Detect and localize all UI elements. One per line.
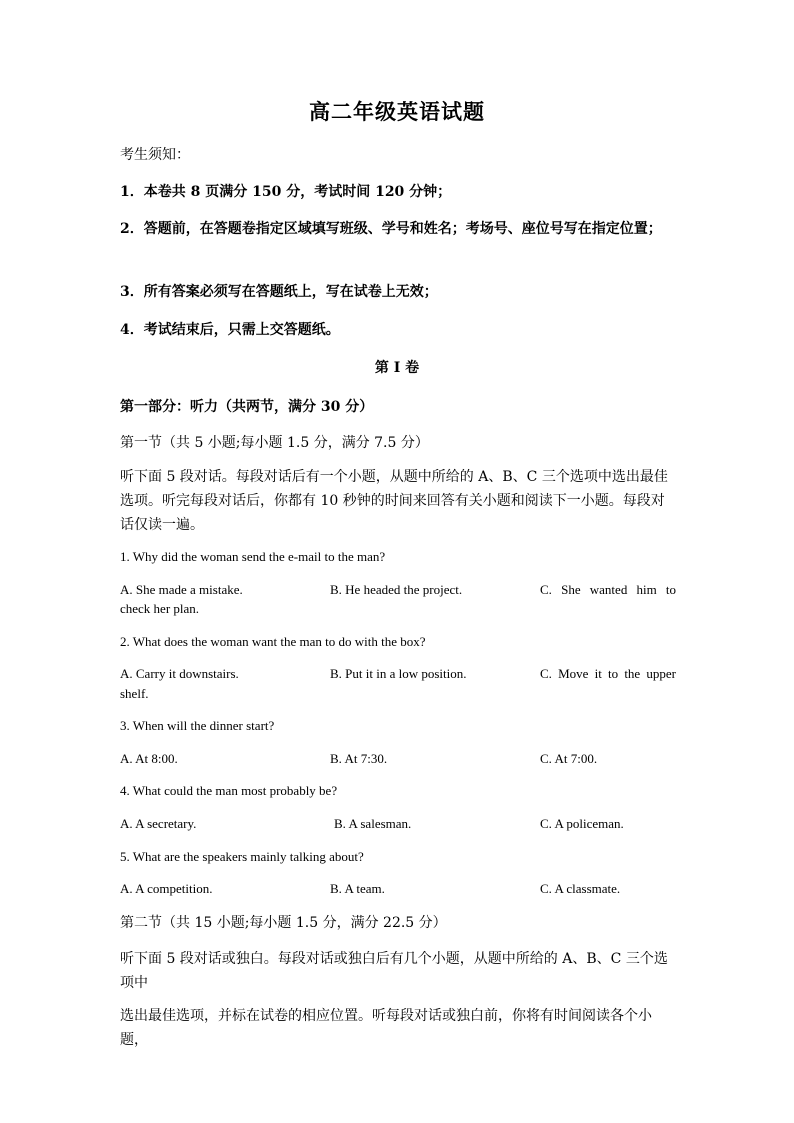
part1-heading: 第一部分：听力（共两节，满分 30 分）	[120, 399, 374, 415]
question-1-option-a: A. She made a mistake.	[120, 582, 243, 597]
question-2-stem: 2. What does the woman want the man to do with the box?	[120, 634, 426, 649]
question-3-stem: 3. When will the dinner start?	[120, 718, 275, 733]
section1-instructions: 听下面 5 段对话。每段对话后有一个小题，从题中所给的 A、B、C 三个选项中选出最佳选项。听完每段对话后，你都有 10 秒钟的时间来回答有关小题和阅读下一小题。每段对话仅读一遍。	[120, 469, 668, 533]
question-2-option-c-continued: shelf.	[120, 686, 149, 701]
section2-heading: 第二节（共 15 小题;每小题 1.5 分，满分 22.5 分）	[120, 915, 447, 931]
notice-item-2: 2．答题前，在答题卷指定区域填写班级、学号和姓名；考场号、座位号写在指定位置；	[120, 221, 662, 237]
question-3-option-c: C. At 7:00.	[540, 751, 598, 766]
question-2-option-a: A. Carry it downstairs.	[120, 666, 239, 681]
section2-instructions: 听下面 5 段对话或独白。每段对话或独白后有几个小题，从题中所给的 A、B、C 三个选项中	[120, 951, 668, 991]
question-1-option-b: B. He headed the project.	[330, 582, 463, 597]
question-4-stem: 4. What could the man most probably be?	[120, 783, 338, 798]
question-4-option-a: A. A secretary.	[120, 816, 197, 831]
question-1-option-c-continued: check her plan.	[120, 601, 200, 616]
question-5-option-b: B. A team.	[330, 881, 385, 896]
question-3-option-a: A. At 8:00.	[120, 751, 178, 766]
question-2-option-c: C. Move it to the upper	[540, 666, 676, 681]
page-title: 高二年级英语试题	[309, 99, 485, 124]
volume-heading: 第 I 卷	[374, 360, 420, 376]
question-3-option-b: B. At 7:30.	[330, 751, 388, 766]
notice-heading: 考生须知：	[120, 147, 190, 163]
section2-instructions-continued: 选出最佳选项，并标在试卷的相应位置。听每段对话或独白前，你将有时间阅读各个小题，	[120, 1008, 652, 1048]
notice-item-4: 4．考试结束后，只需上交答题纸。	[120, 322, 340, 338]
question-1-option-c: C. She wanted him to	[540, 582, 676, 597]
question-1-stem: 1. Why did the woman send the e-mail to the man?	[120, 549, 386, 564]
question-2-option-b: B. Put it in a low position.	[330, 666, 467, 681]
notice-item-1: 1．本卷共 8 页满分 150 分，考试时间 120 分钟；	[120, 184, 452, 200]
question-5-option-a: A. A competition.	[120, 881, 213, 896]
question-5-option-c: C. A classmate.	[540, 881, 621, 896]
question-5-stem: 5. What are the speakers mainly talking about?	[120, 849, 364, 864]
question-4-option-c: C. A policeman.	[540, 816, 624, 831]
notice-item-3: 3．所有答案必须写在答题纸上，写在试卷上无效；	[120, 284, 438, 300]
question-4-option-b: B. A salesman.	[334, 816, 412, 831]
section1-heading: 第一节（共 5 小题;每小题 1.5 分，满分 7.5 分）	[120, 435, 429, 451]
